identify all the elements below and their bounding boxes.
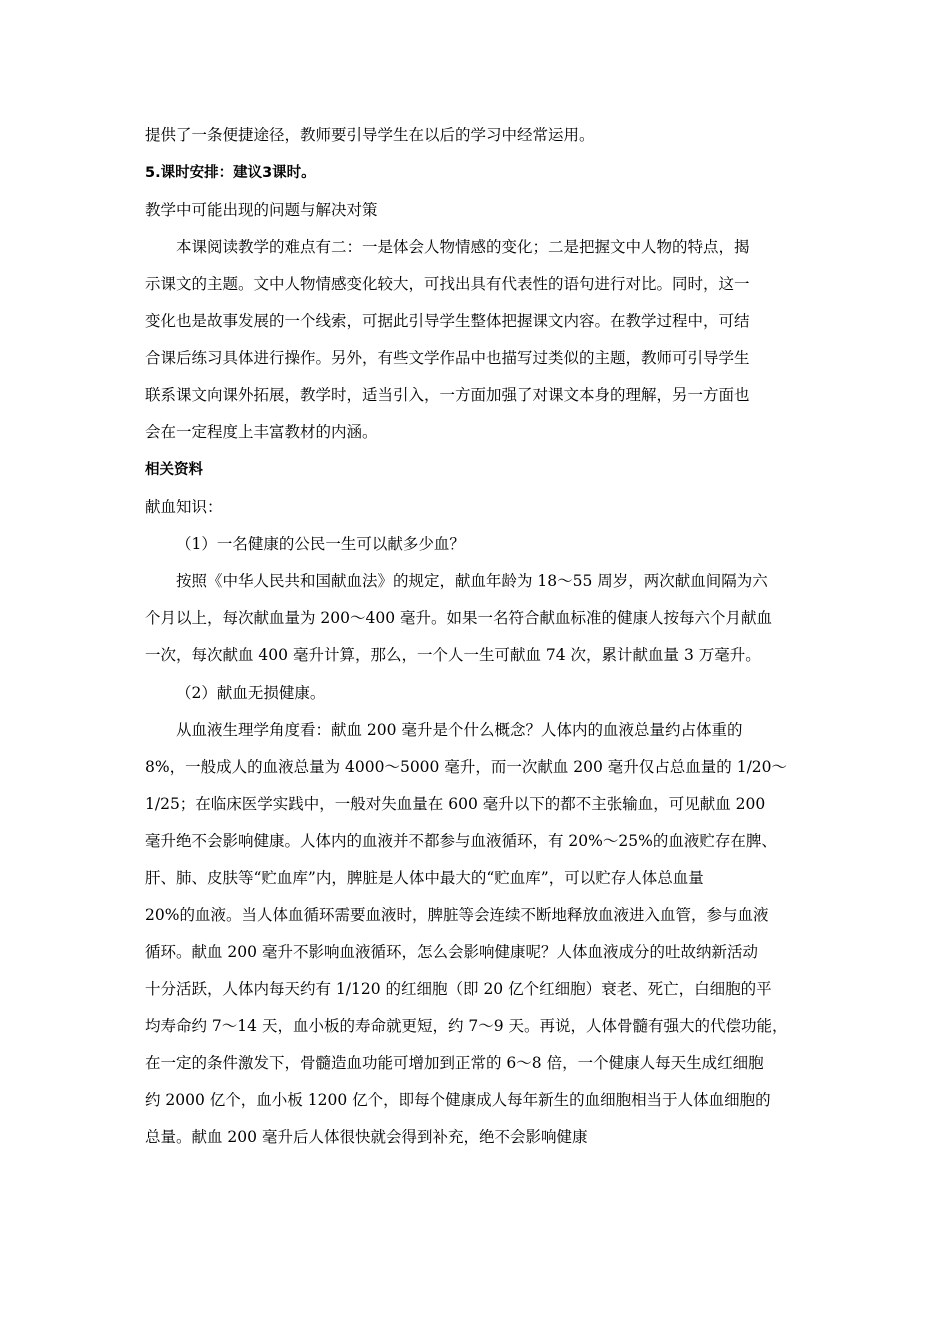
paragraph-line: 总量。献血 200 毫升后人体很快就会得到补充，绝不会影响健康 (145, 1128, 588, 1146)
paragraph-line: 个月以上，每次献血量为 200～400 毫升。如果一名符合献血标准的健康人按每六个月献血 (145, 609, 773, 627)
paragraph-line: 循环。献血 200 毫升不影响血液循环，怎么会影响健康呢？人体血液成分的吐故纳新活动 (145, 943, 758, 961)
paragraph-line: 合课后练习具体进行操作。另外，有些文学作品中也描写过类似的主题，教师可引导学生 (145, 349, 750, 367)
paragraph-line: 均寿命约 7～14 天，血小板的寿命就更短，约 7～9 天。再说，人体骨髓有强大的代偿功能， (145, 1017, 788, 1035)
paragraph-line: 本课阅读教学的难点有二：一是体会人物情感的变化；二是把握文中人物的特点，揭 (176, 238, 750, 256)
section-heading-problems: 教学中可能出现的问题与解决对策 (145, 201, 378, 219)
paragraph-line: 一次，每次献血 400 毫升计算，那么，一个人一生可献血 74 次，累计献血量 3 万毫升。 (145, 646, 761, 664)
paragraph-line: 示课文的主题。文中人物情感变化较大，可找出具有代表性的语句进行对比。同时，这一 (145, 275, 750, 293)
paragraph-line: 按照《中华人民共和国献血法》的规定，献血年龄为 18～55 周岁，两次献血间隔为六 (176, 572, 768, 590)
question-1: （1）一名健康的公民一生可以献多少血？ (176, 535, 465, 553)
section-heading-schedule: 5.课时安排：建议3课时。 (145, 165, 316, 181)
paragraph-line: 20%的血液。当人体血循环需要血液时，脾脏等会连续不断地释放血液进入血管，参与血液 (145, 906, 769, 924)
paragraph-line: 8%，一般成人的血液总量为 4000～5000 毫升，而一次献血 200 毫升仅占总血量的 1/20～ (145, 758, 788, 776)
paragraph-line: 毫升绝不会影响健康。人体内的血液并不都参与血液循环，有 20%～25%的血液贮存在脾、 (145, 832, 777, 850)
paragraph-line: 在一定的条件激发下，骨髓造血功能可增加到正常的 6～8 倍，一个健康人每天生成红细胞 (145, 1054, 764, 1072)
paragraph-line: 从血液生理学角度看：献血 200 毫升是个什么概念？人体内的血液总量约占体重的 (176, 721, 743, 739)
paragraph-line: 肝、肺、皮肤等“贮血库”内，脾脏是人体中最大的“贮血库”，可以贮存人体总血量 (145, 869, 704, 887)
question-2: （2）献血无损健康。 (176, 684, 326, 702)
paragraph-line: 联系课文向课外拓展，教学时，适当引入，一方面加强了对课文本身的理解，另一方面也 (145, 386, 750, 404)
paragraph-line: 变化也是故事发展的一个线索，可据此引导学生整体把握课文内容。在教学过程中，可结 (145, 312, 750, 330)
paragraph-line: 十分活跃，人体内每天约有 1/120 的红细胞（即 20 亿个红细胞）衰老、死亡，白细胞的平 (145, 980, 772, 998)
subheading-blood-donation: 献血知识： (145, 498, 223, 516)
section-heading-materials: 相关资料 (145, 462, 203, 478)
paragraph-line: 1/25；在临床医学实践中，一般对失血量在 600 毫升以下的都不主张输血，可见献血 200 (145, 795, 766, 813)
paragraph-line: 会在一定程度上丰富教材的内涵。 (145, 423, 378, 441)
text-line: 提供了一条便捷途径，教师要引导学生在以后的学习中经常运用。 (145, 126, 595, 144)
paragraph-line: 约 2000 亿个，血小板 1200 亿个，即每个健康成人每年新生的血细胞相当于人体血细胞的 (145, 1091, 771, 1109)
